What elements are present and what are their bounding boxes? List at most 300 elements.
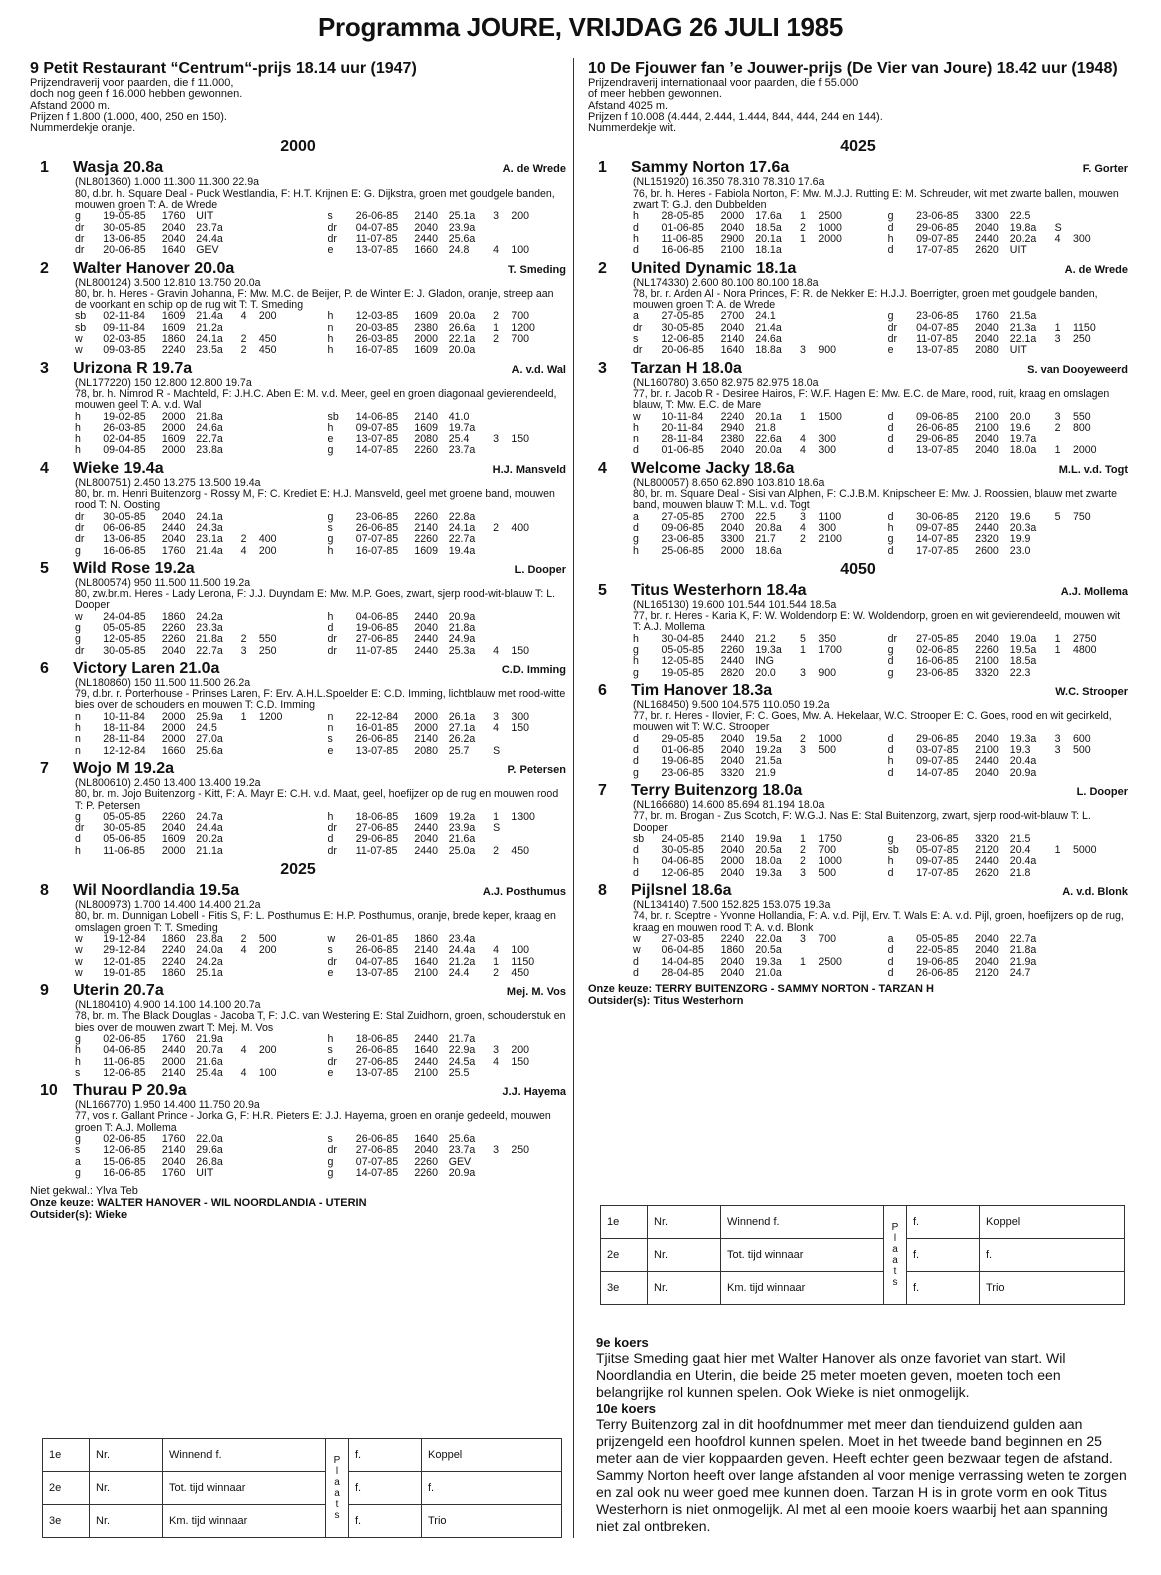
run-cell: 2260 [414, 1155, 438, 1168]
horse-description: 80, br. m. Square Deal - Sisi van Alphen, F: C.J.B.M. Knipscheer E: Mw. J. Roossien, blauw met zwarte band, mouwen blauw T: M.L. v.d. Togt [633, 488, 1117, 512]
run-cell: dr [633, 344, 643, 357]
run-cell: 21.8a [448, 621, 476, 634]
horse-entry [30, 159, 566, 256]
run-cell: ING [755, 655, 775, 668]
run-cell: UIT [196, 1166, 214, 1179]
run-cell [1073, 856, 1128, 867]
run-cell: 1760 [161, 1133, 186, 1146]
run-cell [241, 746, 259, 757]
run-cell: GEV [448, 1155, 472, 1168]
run-cell: d [75, 833, 81, 846]
run-cell: h [75, 1044, 81, 1057]
run-cell: d [887, 866, 894, 879]
run-row [75, 646, 566, 657]
run-cell: 2240 [161, 955, 186, 968]
run-cell: 19.5a [1009, 643, 1037, 656]
run-cell: 2040 [161, 644, 186, 657]
run-cell: 22.3 [1009, 666, 1031, 679]
horse-number: 4 [40, 459, 49, 477]
run-cell [259, 1134, 314, 1145]
run-cell: 05-05-85 [103, 621, 146, 634]
run-cell: 450 [258, 333, 277, 346]
run-cell: 19.4a [448, 544, 476, 557]
run-cell: 27-05-85 [661, 510, 704, 523]
run-cell: 25.4a [196, 1066, 223, 1079]
horse-number: 1 [598, 159, 607, 177]
run-cell: 21.6a [196, 1055, 223, 1068]
run-cell: 26-06-85 [916, 421, 959, 434]
run-cell: 21.0a [755, 966, 782, 979]
run-row [633, 756, 1128, 767]
horse-details [588, 900, 1128, 979]
run-cell: 16-01-85 [355, 722, 399, 735]
run-cell: 21.4a [196, 310, 223, 323]
run-gap [313, 734, 327, 745]
run-cell: 4 [493, 722, 500, 735]
run-gap [873, 412, 887, 423]
run-cell: 2380 [414, 321, 438, 334]
run-gap [873, 311, 887, 322]
run-cell: 27-06-85 [355, 1144, 399, 1157]
run-cell: 500 [818, 744, 837, 757]
run-cell: 29-06-85 [916, 732, 959, 745]
run-cell: g [327, 444, 334, 457]
run-cell: w [633, 410, 641, 423]
run-cell: dr [327, 633, 337, 646]
driver-name: A.J. Mollema [1060, 585, 1128, 598]
run-cell: h [633, 855, 639, 868]
run-cell: 2000 [414, 333, 438, 346]
horse-number: 1 [40, 159, 49, 177]
run-cell: g [887, 210, 894, 223]
run-cell: dr [75, 822, 85, 835]
run-cell: 19.3a [755, 955, 782, 968]
run-cell [1055, 546, 1073, 557]
run-cell: h [327, 1033, 334, 1045]
run-cell: w [75, 610, 83, 623]
plaats-cell: P l a a t s [884, 1206, 907, 1305]
run-gap [313, 1057, 327, 1068]
run-cell: 100 [511, 944, 530, 957]
run-gap [873, 756, 887, 767]
run-cell: S [1054, 221, 1062, 234]
run-cell [241, 812, 259, 823]
run-cell: 21.8a [196, 410, 223, 423]
horse-number: 2 [40, 259, 49, 277]
run-cell: 23-06-85 [916, 310, 959, 323]
run-cell: 02-06-85 [103, 1133, 146, 1146]
horse-entry [30, 982, 566, 1079]
run-gap [873, 323, 887, 334]
run-cell: 700 [511, 333, 530, 346]
race-10-column [588, 60, 1128, 1007]
run-cell: 4 [493, 244, 500, 257]
run-cell: 2040 [414, 1144, 438, 1157]
run-cell: 06-04-85 [661, 944, 704, 957]
run-cell: g [75, 810, 81, 823]
horse-details [30, 1100, 566, 1179]
run-cell [511, 546, 566, 557]
distance-heading: 2000 [280, 138, 316, 156]
run-cell: 25.1a [196, 966, 223, 979]
run-cell: 2100 [414, 966, 438, 979]
run-cell: 16-06-85 [661, 244, 704, 257]
run-cell: 3 [800, 932, 806, 945]
run-cell [259, 834, 314, 845]
run-cell: 11-07-85 [355, 232, 398, 245]
run-cell: 19-12-84 [103, 932, 146, 945]
run-row [633, 345, 1128, 356]
run-cell: 13-06-85 [103, 533, 146, 546]
run-cell: 11-06-85 [661, 232, 704, 245]
run-cell: 550 [1072, 410, 1091, 423]
run-cell: 19.6 [1009, 510, 1031, 523]
run-cell: g [887, 310, 894, 323]
horse-code: (NL180860) 150 11.500 11.500 26.2a [75, 676, 251, 689]
run-row [633, 445, 1128, 456]
run-cell: 1609 [414, 310, 438, 323]
run-cell: 3 [800, 344, 806, 357]
run-cell [1055, 957, 1073, 968]
run-cell: 29-05-85 [661, 732, 704, 745]
run-cell: 1609 [161, 833, 186, 846]
run-cell: 16-06-85 [916, 655, 959, 668]
run-cell [241, 734, 259, 745]
run-cell: 1 [800, 832, 806, 845]
run-cell: 41.0 [448, 410, 470, 423]
horse-entry [588, 582, 1128, 679]
horse-entry [30, 760, 566, 857]
run-cell: 2440 [975, 855, 999, 868]
horse-code: (NL166680) 14.600 85.694 81.194 18.0a [633, 798, 825, 811]
run-cell: 1640 [414, 1044, 438, 1057]
run-cell: 25-06-85 [661, 544, 704, 557]
recent-runs-table [633, 934, 1128, 979]
run-cell: 22.7a [196, 433, 223, 446]
run-cell: 26-06-85 [355, 210, 399, 223]
horse-number: 7 [40, 759, 49, 777]
run-cell [241, 834, 259, 845]
run-cell [259, 612, 314, 623]
run-cell [493, 623, 511, 634]
run-cell: g [327, 533, 334, 546]
not-qualified: Niet gekwal.: Ylva Teb [30, 1185, 138, 1198]
run-cell: d [633, 244, 639, 257]
run-cell: 20.9a [1009, 766, 1037, 779]
run-gap [873, 234, 887, 245]
run-cell: GEV [196, 244, 219, 257]
run-cell [1073, 868, 1128, 879]
run-cell [493, 534, 511, 545]
run-cell: 20.8a [755, 521, 782, 534]
run-cell [241, 434, 259, 445]
run-cell: 21.7 [755, 533, 776, 546]
run-cell: 19.3a [1009, 732, 1037, 745]
run-cell: 2040 [720, 966, 745, 979]
run-cell: 2040 [161, 822, 186, 835]
recent-runs-table [633, 412, 1128, 457]
run-cell: 19.3 [1009, 744, 1031, 757]
run-gap [313, 623, 327, 634]
run-cell: 09-07-85 [916, 755, 959, 768]
run-cell: 500 [818, 866, 837, 879]
run-cell: 1 [1054, 844, 1061, 857]
run-cell: 21.9 [755, 766, 776, 779]
run-cell: 23.8a [196, 444, 223, 457]
horse-details [588, 378, 1128, 457]
run-cell [259, 445, 314, 456]
run-cell [259, 423, 314, 434]
run-cell: 2140 [414, 521, 438, 534]
run-cell [259, 957, 314, 968]
run-cell: 150 [511, 722, 530, 735]
run-cell: 24.5 [196, 722, 217, 735]
run-cell: 18.5a [1009, 655, 1037, 668]
run-gap [873, 245, 887, 256]
horse-details [588, 600, 1128, 679]
run-cell: 20.0 [1009, 410, 1031, 423]
run-cell: w [327, 932, 336, 945]
run-cell: 2040 [414, 833, 438, 846]
race-10-title: 10 De Fjouwer fan ’e Jouwer-prijs (De Vier van Joure) 18.42 uur (1948) [588, 60, 1118, 77]
run-row [633, 534, 1128, 545]
run-cell: 18.6a [755, 544, 782, 557]
run-cell [493, 1157, 511, 1168]
run-cell: 13-06-85 [103, 232, 146, 245]
run-cell: h [75, 444, 81, 457]
result-label-cell: Km. tijd winnaar [163, 1505, 326, 1538]
recent-runs-table [633, 634, 1128, 679]
run-cell: 1609 [414, 810, 438, 823]
run-cell [259, 245, 314, 256]
outsider-10 [588, 995, 1128, 1007]
run-cell: 14-04-85 [661, 955, 704, 968]
run-cell [259, 812, 314, 823]
run-cell: 2040 [975, 321, 999, 334]
horse-number: 7 [598, 781, 607, 799]
run-cell [1073, 546, 1128, 557]
horse-code: (NL800610) 2.450 13.400 13.400 19.2a [75, 776, 261, 789]
horse-description: 80, br. m. Dunnigan Lobell - Fitis S, F: L. Posthumus E: H.P. Posthumus, oranje, brede keper, kraag en omslagen groen T: T. Smeding [75, 910, 556, 934]
run-cell: 2440 [975, 755, 999, 768]
run-cell: 27.0a [196, 733, 223, 746]
run-cell: 1500 [818, 410, 842, 423]
run-cell: 3 [1054, 744, 1061, 757]
extra-cell: f. [980, 1239, 1125, 1272]
commentary [596, 1335, 1128, 1535]
run-cell [241, 612, 259, 623]
run-cell: 11-07-85 [916, 333, 958, 346]
run-cell: 17-07-85 [916, 544, 959, 557]
run-cell: w [75, 944, 83, 957]
horse-details [30, 778, 566, 857]
run-cell: 20.1a [755, 232, 782, 245]
run-cell: s [327, 521, 333, 534]
run-cell: h [327, 610, 334, 623]
run-cell: 1000 [818, 221, 842, 234]
driver-name: M.L. v.d. Togt [1058, 463, 1128, 476]
horse-name: Thurau P 20.9a [73, 1082, 187, 1100]
run-cell [1073, 245, 1128, 256]
run-row [633, 834, 1128, 845]
run-cell: 04-07-85 [916, 321, 959, 334]
run-cell: 300 [511, 710, 530, 723]
run-cell: 4800 [1072, 643, 1097, 656]
run-cell: 2 [240, 533, 247, 546]
run-gap [873, 768, 887, 779]
run-cell: 2000 [161, 1055, 186, 1068]
horse-details [588, 177, 1128, 256]
horse-header [30, 560, 566, 578]
run-cell: 2100 [975, 744, 999, 757]
run-cell: 100 [511, 244, 530, 257]
run-cell: e [327, 1066, 334, 1079]
run-cell: 2000 [720, 210, 745, 223]
distance-heading: 4025 [840, 138, 876, 156]
run-cell: 26-03-85 [355, 333, 399, 346]
run-cell: 14-06-85 [355, 410, 399, 423]
run-cell: 3 [493, 433, 500, 446]
run-cell: g [633, 533, 639, 546]
result-label-cell: Km. tijd winnaar [721, 1272, 884, 1305]
run-cell: 200 [258, 944, 277, 957]
run-cell: 2000 [414, 722, 438, 735]
commentary-text-9: Tjitse Smeding gaat hier met Walter Hanover als onze favoriet van start. Wil Noordlandia en Uterin, die beide 25 meter moeten geven, moeten toch een belangrijke rol kunnen spelen. Ook Wieke is niet onmogelijk. [596, 1350, 1066, 1400]
run-row [633, 868, 1128, 879]
run-cell: 22.5 [755, 510, 776, 523]
run-row [633, 323, 1128, 334]
run-cell: g [75, 1033, 81, 1045]
run-cell [1073, 968, 1128, 979]
run-cell: 150 [511, 433, 530, 446]
run-cell: 1 [1054, 632, 1061, 645]
run-gap [313, 1045, 327, 1056]
run-cell: 1000 [818, 732, 842, 745]
horse-entry [588, 360, 1128, 457]
horse-description: 80, d.br. h. Square Deal - Puck Westlandia, F: H.T. Krijnen E: G. Dijkstra, groen met goudgele banden, mouwen groen T: A. de Wrede [75, 187, 555, 212]
run-cell: 2140 [720, 832, 745, 845]
run-cell: d [887, 410, 894, 423]
run-cell: 1200 [258, 710, 283, 723]
run-cell: 3320 [975, 666, 999, 679]
outsider-9 [30, 1209, 566, 1221]
run-cell: w [75, 932, 83, 945]
run-cell [818, 968, 873, 979]
run-row [633, 546, 1128, 557]
run-cell: 30-05-85 [103, 221, 146, 234]
run-cell: 12-06-85 [103, 1144, 146, 1157]
run-gap [313, 1145, 327, 1156]
run-gap [873, 968, 887, 979]
run-cell: h [75, 1055, 81, 1068]
run-cell: UIT [1009, 244, 1027, 257]
our-pick-value: WALTER HANOVER - WIL NOORDLANDIA - UTERIN [97, 1197, 367, 1210]
horse-code: (NL800751) 2.450 13.275 13.500 19.4a [75, 476, 261, 489]
run-row [75, 412, 566, 423]
run-cell: 09-07-85 [355, 421, 399, 434]
run-cell: 2040 [975, 766, 999, 779]
run-gap [313, 445, 327, 456]
run-cell [1055, 534, 1073, 545]
run-cell: 700 [818, 932, 837, 945]
run-cell: g [327, 1155, 334, 1168]
run-row [75, 746, 566, 757]
run-row [633, 311, 1128, 322]
run-cell: 20-06-85 [103, 244, 146, 257]
horse-details [30, 678, 566, 757]
run-cell [1055, 945, 1073, 956]
run-cell: d [633, 866, 639, 879]
run-cell [259, 223, 314, 234]
run-cell: 2440 [161, 521, 186, 534]
run-cell: 2120 [975, 510, 999, 523]
run-cell: 30-06-85 [916, 510, 959, 523]
run-cell: 18-11-84 [103, 722, 145, 735]
horse-name: Pijlsnel 18.6a [631, 882, 732, 900]
run-cell: 550 [258, 633, 277, 646]
run-cell [259, 846, 314, 857]
run-cell: 23.9a [448, 221, 476, 234]
run-cell: 25.4 [448, 433, 470, 446]
horse-name: Terry Buitenzorg 18.0a [631, 781, 803, 799]
run-cell: 09-07-85 [916, 855, 959, 868]
horse-details [30, 900, 566, 979]
run-cell: g [887, 533, 894, 546]
run-cell: d [887, 732, 894, 745]
horse-name: Titus Westerhorn 18.4a [631, 581, 807, 599]
run-gap [313, 957, 327, 968]
run-cell: 2440 [414, 822, 438, 835]
horse-number: 3 [598, 359, 607, 377]
run-cell: 16-06-85 [103, 1166, 146, 1179]
run-cell: 2040 [720, 955, 745, 968]
run-cell: 30-04-85 [661, 632, 704, 645]
run-cell: 2100 [720, 244, 745, 257]
run-cell: 19-05-85 [661, 666, 704, 679]
run-cell: 09-11-84 [103, 321, 145, 334]
run-row [75, 245, 566, 256]
run-cell: S [493, 822, 501, 835]
horse-code: (NL168450) 9.500 104.575 110.050 19.2a [633, 698, 830, 711]
run-cell: 1 [1054, 444, 1061, 457]
run-cell [511, 623, 566, 634]
our-pick-10 [588, 983, 1128, 995]
run-cell [511, 1068, 566, 1079]
run-cell: 28-04-85 [661, 966, 704, 979]
run-cell: 05-06-85 [103, 833, 146, 846]
driver-name: L. Dooper [514, 563, 566, 576]
run-cell: 2 [240, 333, 247, 346]
run-cell: 4 [1054, 232, 1061, 245]
horse-entry [30, 1082, 566, 1179]
run-cell: 1860 [414, 932, 438, 945]
run-cell: 12-12-84 [103, 744, 146, 757]
run-cell [259, 1168, 314, 1179]
run-cell: 22.0a [755, 932, 782, 945]
run-cell: dr [327, 822, 337, 835]
run-cell [241, 1134, 259, 1145]
run-cell: d [633, 844, 639, 857]
run-cell [241, 1157, 259, 1168]
run-cell: 2440 [414, 644, 438, 657]
run-cell: h [887, 755, 894, 768]
run-cell: 01-06-85 [661, 444, 704, 457]
run-cell [818, 245, 873, 256]
run-cell: d [887, 244, 894, 257]
run-cell [241, 1168, 259, 1179]
run-cell: 27-06-85 [355, 822, 399, 835]
run-cell: 2 [800, 533, 806, 546]
